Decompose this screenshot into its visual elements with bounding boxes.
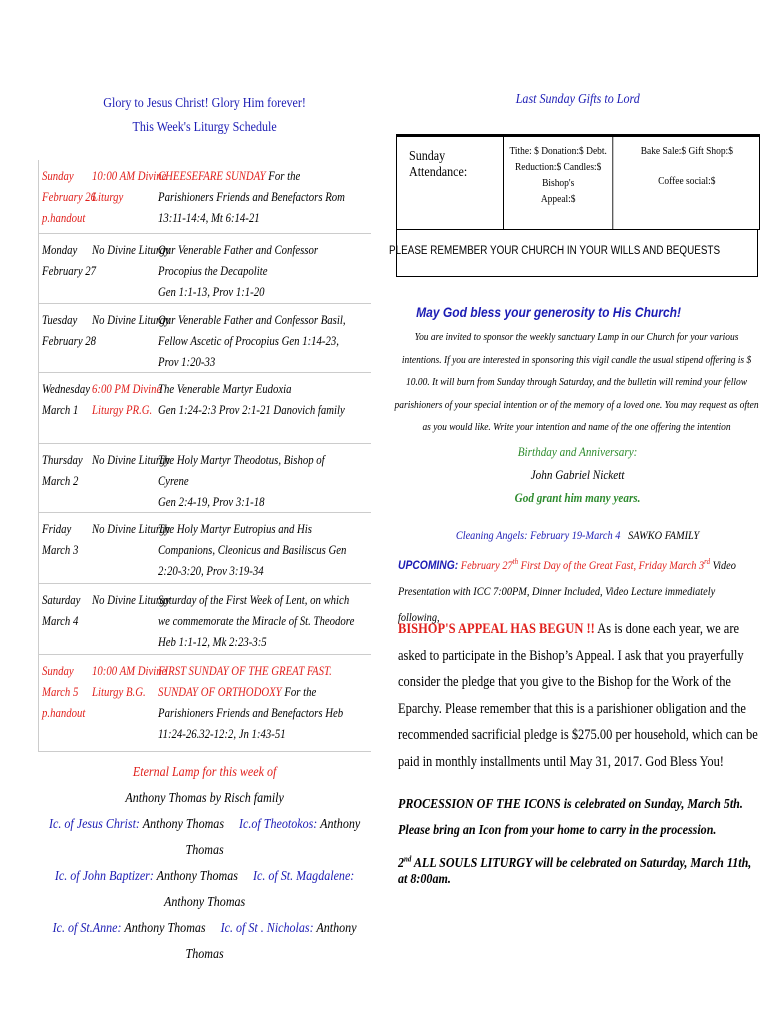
lamp-sponsor: Anthony Thomas by Risch family bbox=[125, 791, 284, 806]
greeting: Glory to Jesus Christ! Glory Him forever! bbox=[103, 96, 306, 111]
gifts-title: Last Sunday Gifts to Lord bbox=[515, 92, 640, 107]
sales-cell: Bake Sale:$ Gift Shop:$ Coffee social:$ bbox=[640, 145, 733, 187]
table-row: Monday February 27 No Divine Liturgy Our Venerable Father and Confessor Procopius the Decapolite Gen 1:1-13, Prov 1:1-20 bbox=[39, 234, 371, 304]
all-souls-notice: 2nd ALL SOULS LITURGY will be celebrated on Saturday, March 11th, at 8:00am. bbox=[398, 854, 752, 887]
birthday-section bbox=[398, 440, 758, 509]
sponsor-lamp-text: You are invited to sponsor the weekly sanctuary Lamp in our Church for your various intentions. If you are interested in sponsoring this vigil candle the usual stipend offering is $ 10.00. It will burn from Sunday through Saturday, and the bulletin will remind your fellow parishioners of your special intention or of the memory of a loved one. You may request as often as you would like. Write your intention and name of the one offering the intention bbox=[394, 331, 759, 433]
schedule-title: This Week's Liturgy Schedule bbox=[132, 120, 277, 135]
birthday-name: John Gabriel Nickett bbox=[530, 467, 625, 482]
time-cell: 10:00 AM Divine Liturgy bbox=[92, 169, 167, 204]
table-row: Wednesday March 1 6:00 PM Divine Liturgy PR.G. The Venerable Martyr Eudoxia Gen 1:24-2:3 Prov 2:1-21 Danovich family bbox=[39, 373, 371, 444]
cleaning-angels: Cleaning Angels: February 19-March 4 SAWKO FAMILY bbox=[455, 528, 700, 542]
table-row: Sunday March 5 p.handout 10:00 AM Divine Liturgy B.G. FIRST SUNDAY OF THE GREAT FAST. SUNDAY OF ORTHODOXY For the Parishioners Friends and Benefactors Heb 11:24-26.32-12:2, Jn 1:43-51 bbox=[39, 655, 371, 752]
attendance-label: Sunday Attendance: bbox=[409, 149, 468, 180]
table-row: Saturday March 4 No Divine Liturgy Saturday of the First Week of Lent, on which we commemorate the Miracle of St. Theodore Heb 1:1-12, Mk 2:23-3:5 bbox=[39, 584, 371, 655]
icons-line-3: Ic. of St.Anne: Anthony Thomas Ic. of St . Nicholas: Anthony Thomas bbox=[52, 921, 357, 962]
feast-cell: CHEESEFARE SUNDAY For the Parishioners Friends and Benefactors Rom 13:11-14:4, Mt 6:14-21 bbox=[158, 169, 345, 225]
left-header bbox=[40, 92, 370, 140]
liturgy-schedule-table bbox=[38, 160, 371, 752]
attendance-table bbox=[396, 134, 760, 230]
wills-banner: PLEASE REMEMBER YOUR CHURCH IN YOUR WILLS AND BEQUESTS bbox=[396, 229, 758, 277]
upcoming-notice: UPCOMING: February 27th First Day of the Great Fast, Friday March 3rd Video Presentation with ICC 7:00PM, Dinner Included, Video Lecture immediately following, bbox=[398, 557, 736, 624]
eternal-lamp-section bbox=[40, 760, 370, 968]
table-row: Tuesday February 28 No Divine Liturgy Our Venerable Father and Confessor Basil, Fellow Ascetic of Procopius Gen 1:14-23, Prov 1:20-33 bbox=[39, 304, 371, 373]
procession-notice: PROCESSION OF THE ICONS is celebrated on Sunday, March 5th. Please bring an Icon from your home to carry in the procession. bbox=[398, 797, 743, 838]
icons-line-2: Ic. of John Baptizer: Anthony Thomas Ic. of St. Magdalene: Anthony Thomas bbox=[54, 869, 355, 910]
bless-title: May God bless your generosity to His Church! bbox=[416, 304, 682, 320]
lamp-title: Eternal Lamp for this week of bbox=[132, 765, 277, 780]
attendance-label-cell bbox=[397, 137, 504, 229]
birthday-blessing: God grant him many years. bbox=[514, 490, 641, 505]
table-row: Thursday March 2 No Divine Liturgy The Holy Martyr Theodotus, Bishop of Cyrene Gen 2:4-19, Prov 3:1-18 bbox=[39, 444, 371, 513]
icons-line-1: Ic. of Jesus Christ: Anthony Thomas Ic.of Theotokos: Anthony Thomas bbox=[48, 817, 361, 858]
table-row: Friday March 3 No Divine Liturgy The Holy Martyr Eutropius and His Companions, Cleonicus and Basiliscus Gen 2:20-3:20, Prov 3:19-34 bbox=[39, 513, 371, 584]
table-row bbox=[39, 160, 371, 234]
birthday-title: Birthday and Anniversary: bbox=[517, 444, 638, 459]
day-cell: Sunday February 26 p.handout bbox=[42, 169, 97, 225]
offerings-cell: Tithe: $ Donation:$ Debt. Reduction:$ Candles:$ Bishop's Appeal:$ bbox=[504, 137, 613, 229]
bishops-appeal: BISHOP'S APPEAL HAS BEGUN !! As is done each year, we are asked to participate in the Bishop’s Appeal. I ask that you prayerfully consider the pledge that you give to the Bishop for the Work of the Eparchy. Please remember that this is a parishioner obligation and the recommended sacrificial pledge is $275.00 per household, which can be paid in monthly installments until May 31, 2017. God Bless You! bbox=[398, 621, 758, 770]
